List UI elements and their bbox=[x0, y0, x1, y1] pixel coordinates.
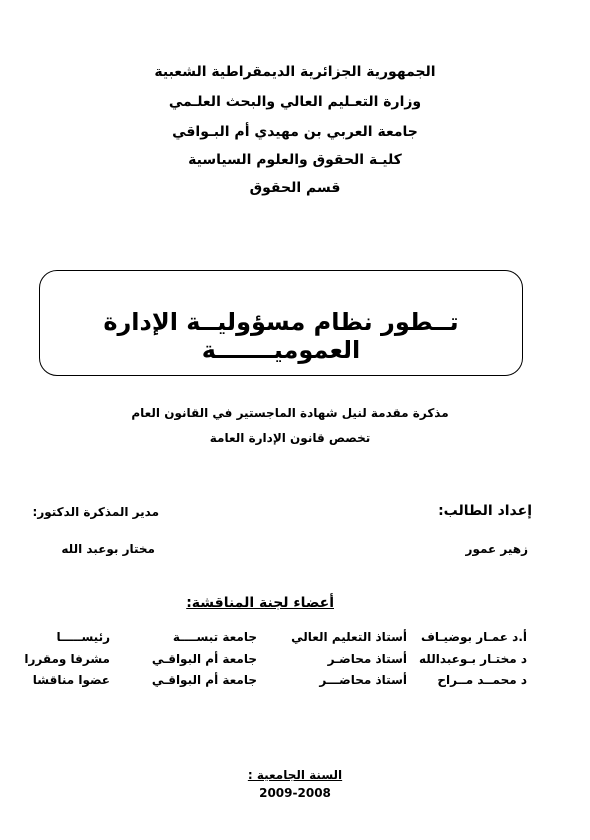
member-name: د محمــد مــراح bbox=[437, 673, 527, 687]
committee-label: أعضاء لجنة المناقشة: bbox=[186, 595, 334, 611]
thesis-title: تــطور نظام مسؤوليــة الإدارة العموميـــــــة bbox=[103, 308, 459, 364]
header-faculty: كليـة الحقوق والعلوم السياسية bbox=[188, 152, 402, 168]
member-role: رئيســـــا bbox=[56, 630, 110, 644]
header-republic: الجمهورية الجزائرية الديمقراطية الشعبية bbox=[154, 64, 436, 80]
student-name: زهير عمور bbox=[465, 542, 528, 556]
prepared-by-label: إعداد الطالب: bbox=[438, 503, 532, 519]
member-name: أ.د عمـار بوضيـاف bbox=[420, 630, 527, 644]
member-rank: أستاذ محاضـــر bbox=[319, 673, 407, 687]
supervisor-label: مدير المذكرة الدكتور: bbox=[32, 505, 159, 519]
member-name: د مختـار بـوعبدالله bbox=[419, 652, 527, 666]
member-university: جامعة تبســــة bbox=[172, 630, 257, 644]
member-university: جامعة أم البواقـي bbox=[151, 652, 257, 666]
member-role: عضوا مناقشا bbox=[32, 673, 110, 687]
academic-year-label: السنة الجامعية : bbox=[247, 768, 343, 782]
subtitle-degree: مذكرة مقدمة لنيل شهادة الماجستير في القانون العام bbox=[131, 406, 449, 420]
header-department: قسم الحقوق bbox=[249, 180, 341, 196]
subtitle-specialization: تخصص قانون الإدارة العامة bbox=[209, 431, 371, 445]
member-role: مشرفا ومقررا bbox=[24, 652, 110, 666]
member-university: جامعة أم البواقـي bbox=[151, 673, 257, 687]
academic-year-value: 2009-2008 bbox=[259, 786, 331, 800]
header-university: جامعة العربي بن مهيدي أم البـواقي bbox=[172, 124, 418, 140]
supervisor-name: مختار بوعبد الله bbox=[61, 542, 155, 556]
member-rank: أستاذ التعليم العالي bbox=[291, 630, 407, 644]
header-ministry: وزارة التعـليم العالي والبحث العلـمي bbox=[168, 94, 422, 110]
member-rank: أستاذ محاضـر bbox=[327, 652, 407, 666]
